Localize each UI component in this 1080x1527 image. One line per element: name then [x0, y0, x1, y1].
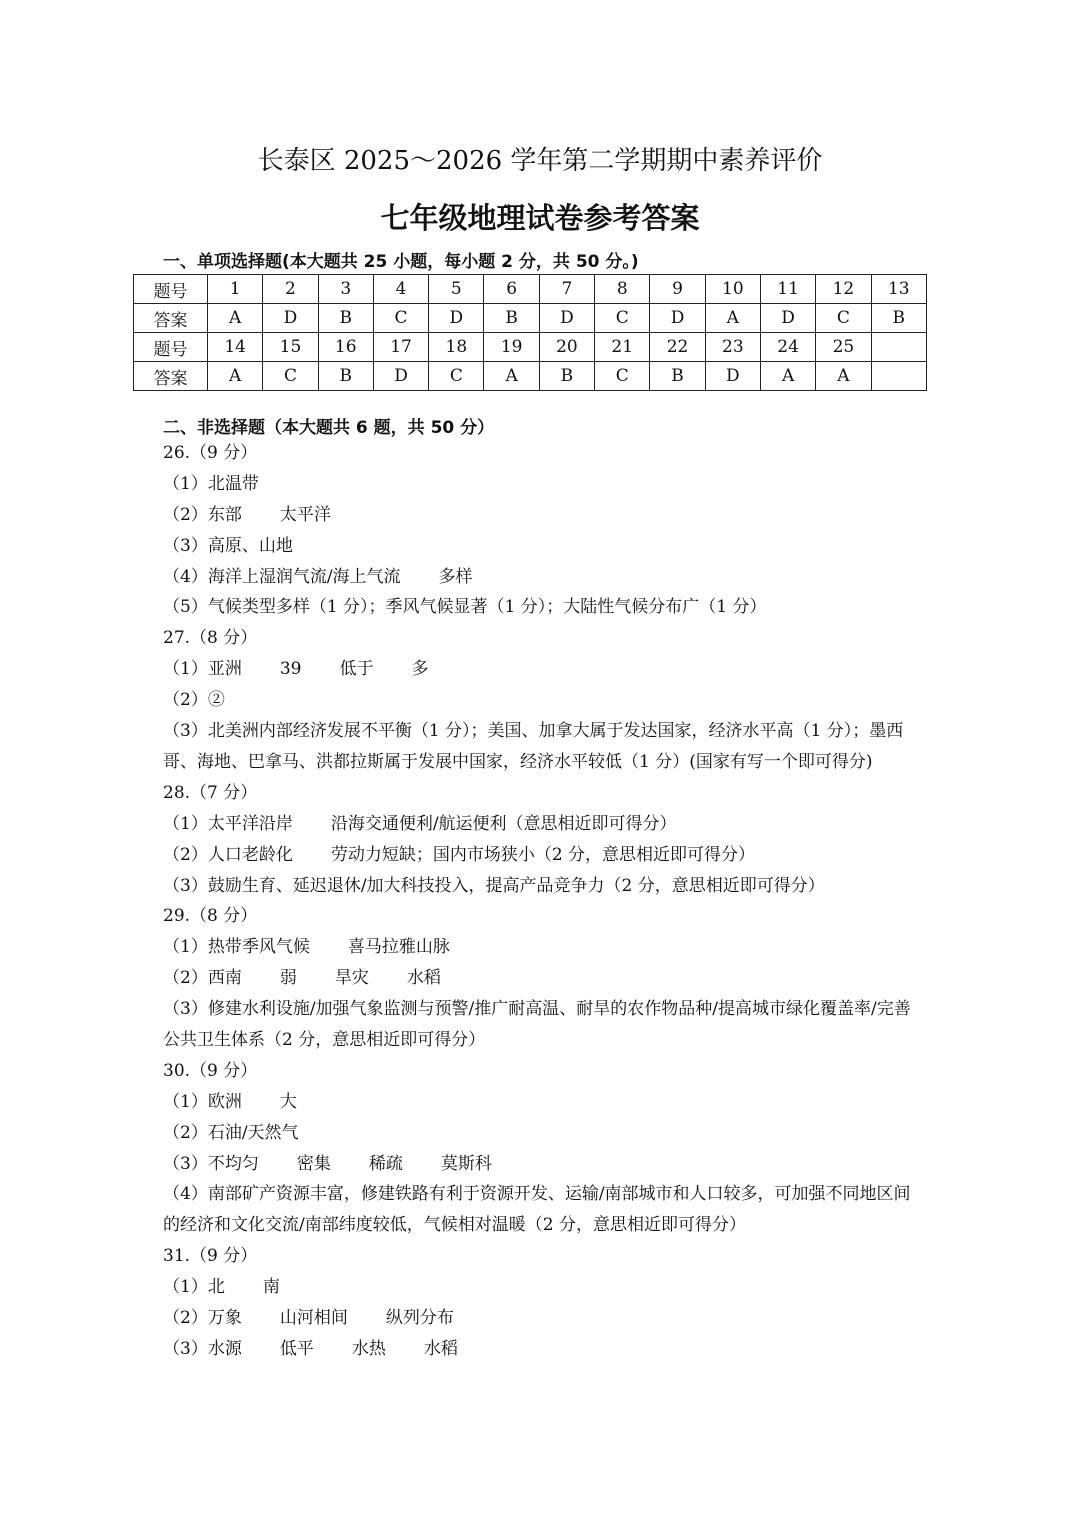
answer-text: 沿海交通便利/航运便利（意思相近即可得分）: [330, 813, 677, 834]
answer-text: （2）石油/天然气: [163, 1122, 299, 1143]
answer-line: [163, 932, 923, 963]
section2-heading: 二、非选择题（本大题共 6 题，共 50 分）: [163, 418, 495, 438]
question-number-cell: 21: [595, 333, 650, 362]
answer-cell: A: [816, 362, 871, 391]
question-number-cell: 2: [263, 275, 318, 304]
answer-text: （4）海洋上湿润气流/海上气流: [163, 566, 401, 587]
question-heading: 26.（9 分）: [163, 443, 258, 463]
question-number-cell: 6: [484, 275, 539, 304]
answer-text: （2）万象: [163, 1308, 242, 1329]
answer-cell: D: [429, 304, 484, 333]
answer-row: [134, 304, 927, 333]
question-number-cell: 17: [373, 333, 428, 362]
question-number-cell: 16: [318, 333, 373, 362]
answer-text: 密集: [296, 1153, 331, 1174]
question-number-cell: 23: [705, 333, 760, 362]
answer-cell: [871, 362, 926, 391]
question-number-cell: 8: [595, 275, 650, 304]
question-number-cell: 19: [484, 333, 539, 362]
answer-text: 纵列分布: [385, 1308, 454, 1329]
answers-body: [163, 438, 923, 1365]
question-number-row: [134, 275, 927, 304]
question-number-cell: 7: [539, 275, 594, 304]
answer-cell: D: [650, 304, 705, 333]
answer-cell: C: [816, 304, 871, 333]
answer-cell: D: [705, 362, 760, 391]
answer-text: 多样: [438, 566, 473, 587]
answer-cell: B: [539, 362, 594, 391]
answer-cell: D: [373, 362, 428, 391]
answer-text: 弱: [279, 968, 297, 989]
question-heading: 30.（9 分）: [163, 1060, 258, 1081]
answer-cell: B: [318, 362, 373, 391]
answer-text: （3）不均匀: [163, 1153, 259, 1174]
answer-text: （1）北温带: [163, 473, 259, 494]
answer-cell: C: [263, 362, 318, 391]
answer-cell: C: [595, 362, 650, 391]
answer-row-label: 答案: [134, 362, 208, 391]
answer-text: （1）热带季风气候: [163, 937, 310, 958]
answer-cell: C: [429, 362, 484, 391]
answer-line: [163, 994, 923, 1056]
page-subtitle: 七年级地理试卷参考答案: [380, 201, 700, 235]
answer-line: [163, 562, 923, 593]
question-number-cell: 3: [318, 275, 373, 304]
answer-line: [163, 469, 923, 500]
page-title: 长泰区 2025～2026 学年第二学期期中素养评价: [257, 146, 823, 176]
answer-text: 旱灾: [334, 968, 369, 989]
question-number-cell: 5: [429, 275, 484, 304]
answer-line: [163, 1179, 923, 1241]
answer-text: 39: [279, 659, 302, 680]
answer-cell: D: [263, 304, 318, 333]
answer-text: 低平: [279, 1338, 314, 1359]
question-number-row-label: 题号: [134, 275, 208, 304]
question-number-cell: 9: [650, 275, 705, 304]
answer-text: 水热: [351, 1338, 386, 1359]
question-number-cell: 18: [429, 333, 484, 362]
answer-row: [134, 362, 927, 391]
question-heading: 27.（8 分）: [163, 628, 258, 649]
answer-text: 多: [411, 659, 429, 680]
answer-line: [163, 531, 923, 562]
answer-text: 水稻: [423, 1338, 458, 1359]
answer-cell: D: [539, 304, 594, 333]
answer-text: （2）西南: [163, 968, 242, 989]
answer-table: [133, 274, 927, 391]
answer-text: 莫斯科: [440, 1153, 492, 1174]
answer-cell: A: [484, 362, 539, 391]
question-heading: 29.（8 分）: [163, 906, 258, 927]
answer-line: [163, 963, 923, 994]
answer-text: （4）南部矿产资源丰富，修建铁路有利于资源开发、运输/南部城市和人口较多，可加强不同地区间的经济和文化交流/南部纬度较低，气候相对温暖（2 分，意思相近即可得分）: [163, 1184, 911, 1236]
answer-cell: B: [650, 362, 705, 391]
answer-text: （3）北美洲内部经济发展不平衡（1 分）；美国、加拿大属于发达国家，经济水平高（1 分）；墨西哥、海地、巴拿马、洪都拉斯属于发展中国家，经济水平较低（1 分）(国家有写一个即可得分): [163, 721, 904, 772]
question-number-cell: 24: [760, 333, 815, 362]
question-heading: 28.（7 分）: [163, 782, 258, 803]
answer-text: 南: [262, 1277, 280, 1298]
answer-text: （3）水源: [163, 1338, 242, 1359]
answer-line: [163, 1334, 923, 1365]
question-number-cell: 15: [263, 333, 318, 362]
answer-text: （2）人口老龄化: [163, 844, 293, 865]
question-number-cell: 4: [373, 275, 428, 304]
answer-cell: B: [484, 304, 539, 333]
answer-cell: B: [318, 304, 373, 333]
answer-line: [163, 809, 923, 840]
question-number-cell: 12: [816, 275, 871, 304]
answer-line: [163, 1272, 923, 1303]
answer-line: [163, 592, 923, 623]
answer-text: 水稻: [406, 968, 441, 989]
question-heading: 31.（9 分）: [163, 1246, 258, 1267]
answer-line: [163, 654, 923, 685]
answer-text: （5）气候类型多样（1 分）；季风气候显著（1 分）；大陆性气候分布广（1 分）: [163, 597, 767, 618]
answer-cell: A: [208, 362, 263, 391]
question-number-row: [134, 333, 927, 362]
question-number-cell: [871, 333, 926, 362]
answer-line: [163, 1087, 923, 1118]
question-number-cell: 20: [539, 333, 594, 362]
answer-text: 太平洋: [279, 504, 331, 525]
answer-row-label: 答案: [134, 304, 208, 333]
answer-text: （1）北: [163, 1277, 225, 1298]
answer-line: [163, 500, 923, 531]
question-number-cell: 11: [760, 275, 815, 304]
answer-text: 大: [279, 1091, 297, 1112]
answer-text: 劳动力短缺；国内市场狭小（2 分，意思相近即可得分）: [330, 844, 756, 865]
answer-line: [163, 716, 923, 778]
question-number-cell: 25: [816, 333, 871, 362]
answer-line: [163, 1118, 923, 1149]
answer-cell: C: [373, 304, 428, 333]
answer-line: [163, 685, 923, 716]
answer-line: [163, 1303, 923, 1334]
answer-cell: A: [208, 304, 263, 333]
answer-text: （1）太平洋沿岸: [163, 813, 293, 834]
answer-cell: B: [871, 304, 926, 333]
answer-cell: A: [705, 304, 760, 333]
section1-heading: 一、单项选择题(本大题共 25 小题，每小题 2 分，共 50 分。): [163, 252, 639, 272]
answer-text: 低于: [339, 659, 374, 680]
answer-text: 稀疏: [368, 1153, 403, 1174]
answer-cell: C: [595, 304, 650, 333]
answer-text: （3）高原、山地: [163, 535, 293, 556]
answer-line: [163, 840, 923, 871]
question-number-cell: 14: [208, 333, 263, 362]
question-number-cell: 10: [705, 275, 760, 304]
question-number-cell: 1: [208, 275, 263, 304]
answer-cell: D: [760, 304, 815, 333]
answer-line: [163, 1149, 923, 1180]
question-number-cell: 22: [650, 333, 705, 362]
question-number-cell: 13: [871, 275, 926, 304]
answer-text: （3）修建水利设施/加强气象监测与预警/推广耐高温、耐旱的农作物品种/提高城市绿化覆盖率/完善公共卫生体系（2 分，意思相近即可得分）: [163, 999, 911, 1050]
question-number-row-label: 题号: [134, 333, 208, 362]
answer-text: （2）②: [163, 690, 225, 711]
answer-cell: A: [760, 362, 815, 391]
answer-text: 山河相间: [279, 1308, 348, 1329]
answer-text: （2）东部: [163, 504, 242, 525]
answer-text: 喜马拉雅山脉: [347, 937, 450, 958]
answer-text: （1）亚洲: [163, 659, 242, 680]
answer-text: （3）鼓励生育、延迟退休/加大科技投入，提高产品竞争力（2 分，意思相近即可得分）: [163, 875, 825, 896]
answer-text: （1）欧洲: [163, 1091, 242, 1112]
answer-line: [163, 871, 923, 902]
